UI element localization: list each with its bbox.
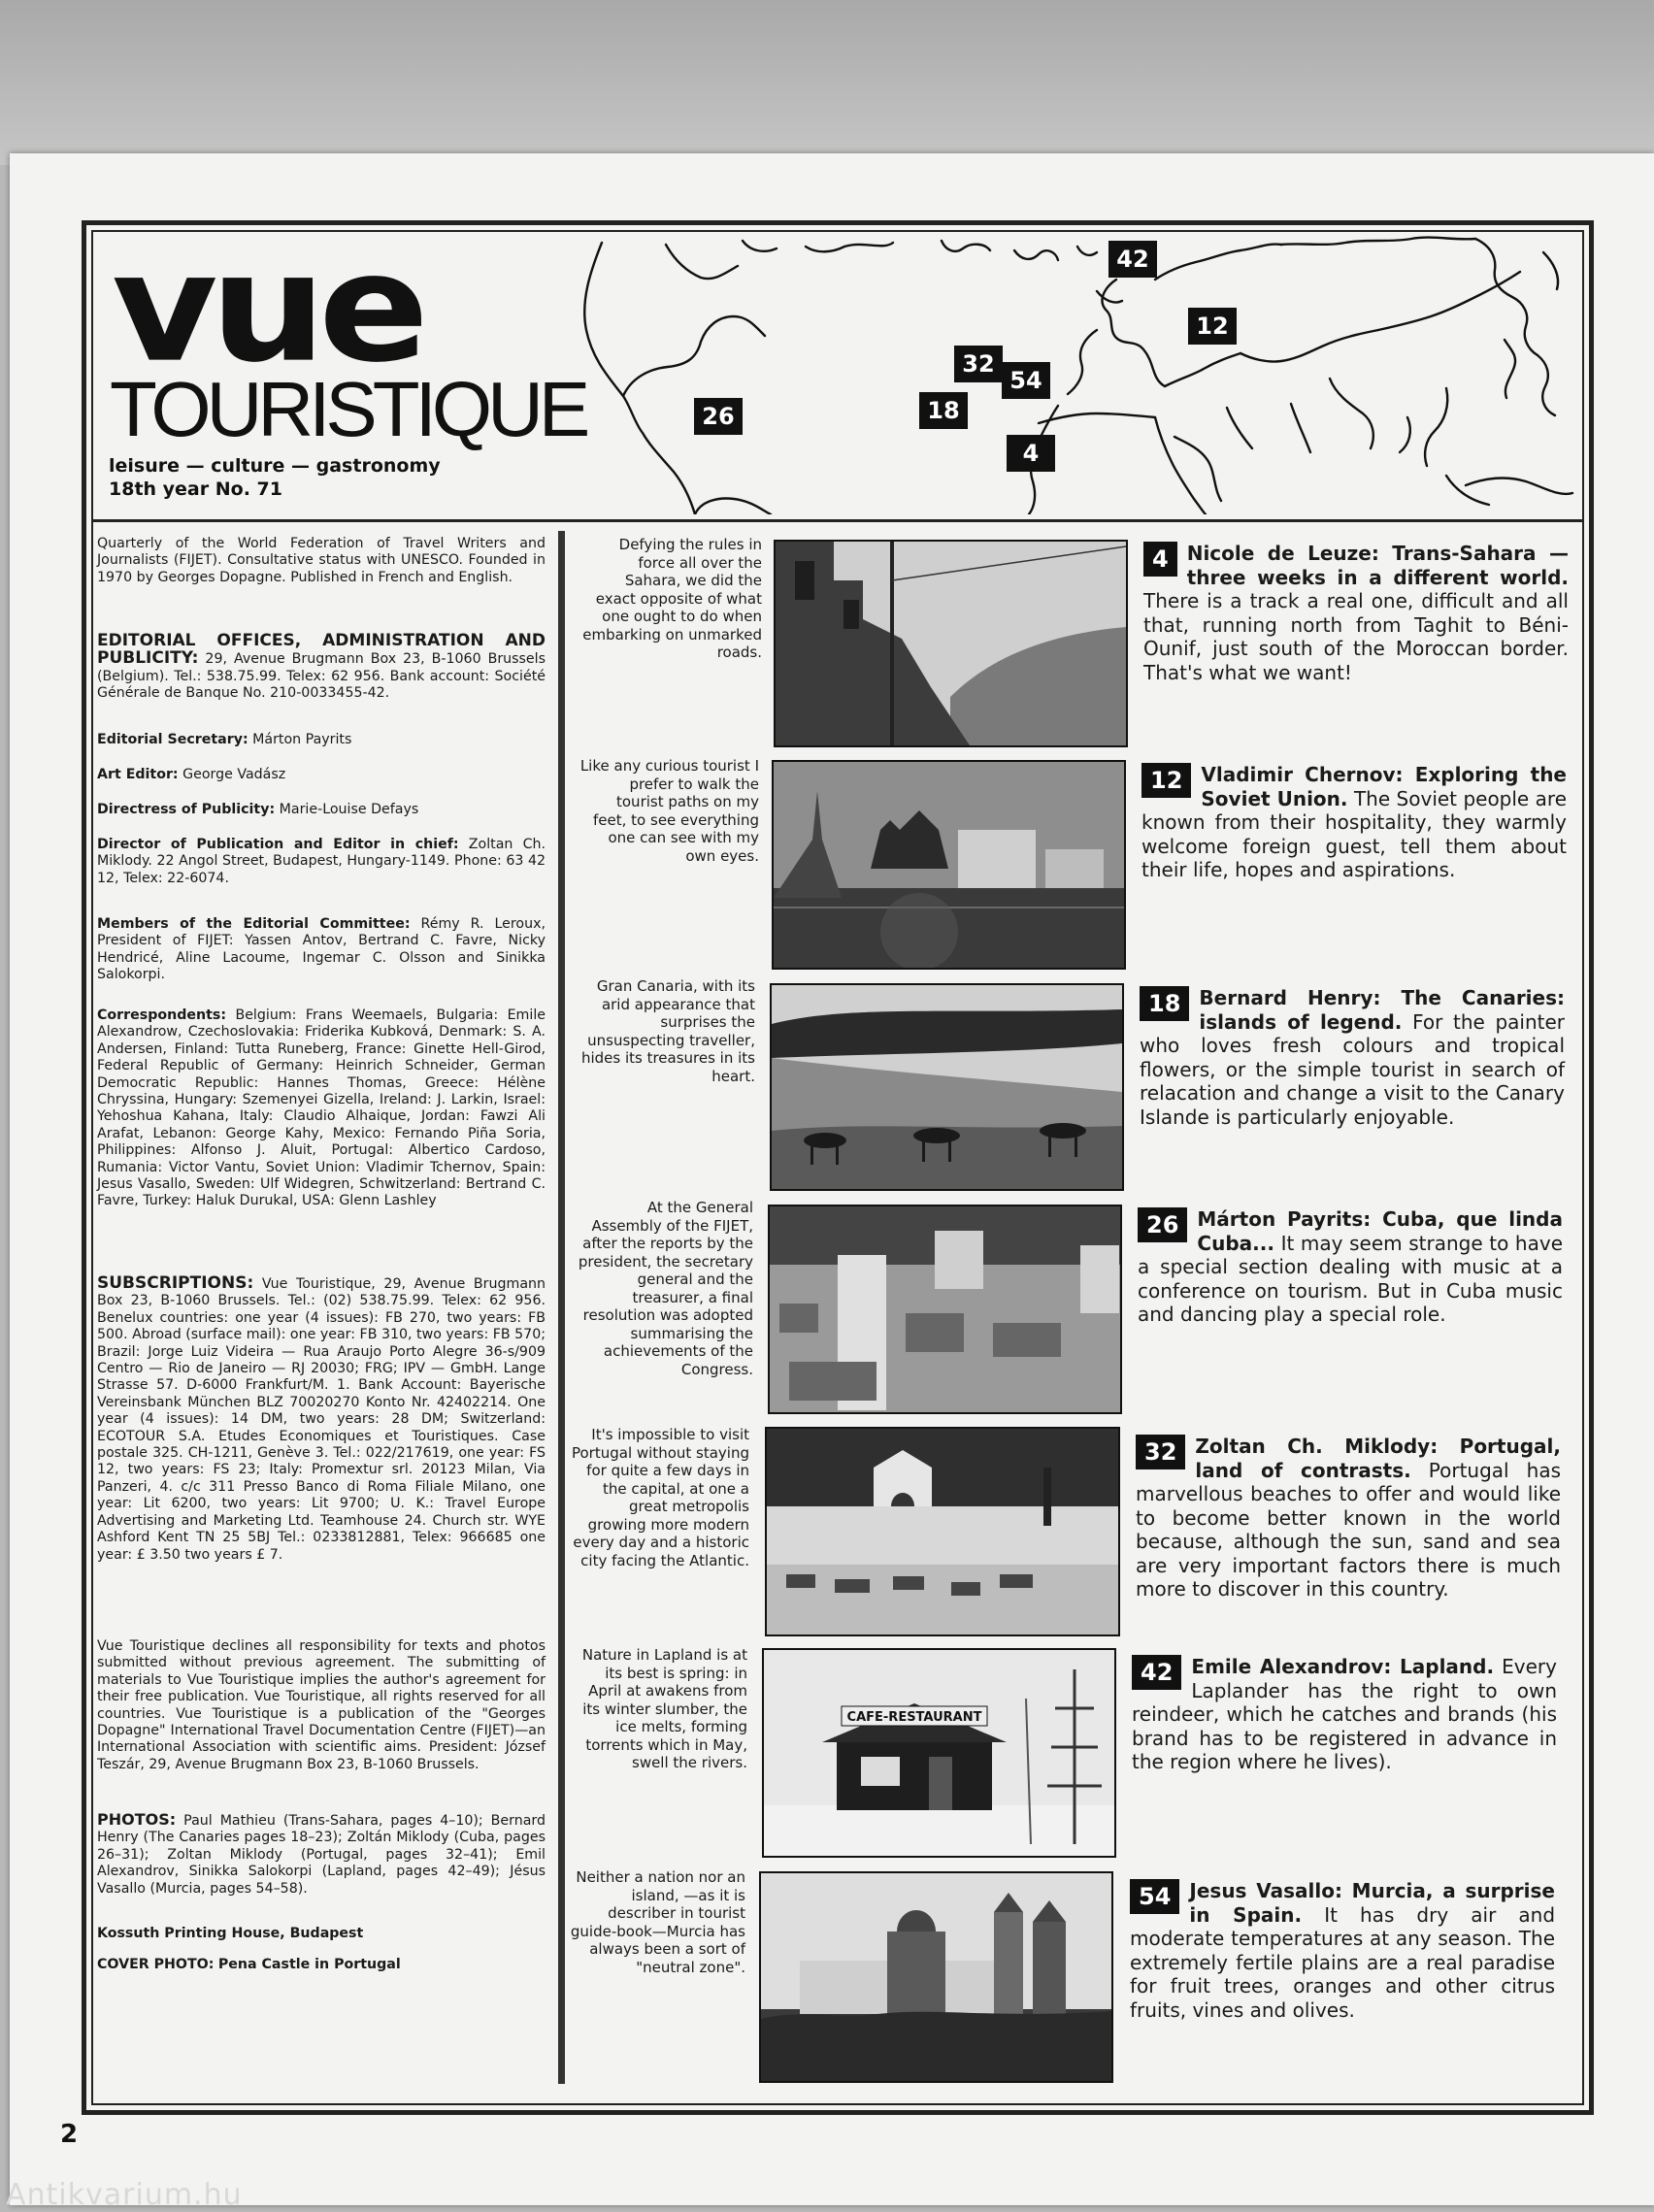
- correspondents-text: Belgium: Frans Weemaels, Bulgaria: Emile Alexandrow, Czechoslovakia: Friderika Kubková, Denmark: S. A. Andersen, Finland: Tutta Runeberg, France: Ginette Hell-Girod, Federal Republic of Germany: Heinrich Schneider, German Democratic Republic: Hannes Thomas, Greece: Hélène Chryssina, Hungary: Szemenyei Gizella, Ireland: J. Larkin, Israel: Yehoshua Kahana, Italy: Claudio Alhaique, Jordan: Fawzi Ali Arafat, Lebanon: George Kahy, Mexico: Fernando Piña Soria, Philippines: Alfonso J. Aluit, Portugal: Albertico Cardoso, Rumania: Victor Vantu, Soviet Union: Vladimir Tchernov, Spain: Jesus Vasallo, Sweden: Ulf Widegren, Schwitzerland: Bertrand C. Favre, Turkey: Haluk Durukal, USA: Glenn Lashley: [97, 1007, 546, 1209]
- secretary-name: Márton Payrits: [252, 732, 352, 747]
- world-map: [573, 233, 1580, 514]
- article-summary: The Soviet people are known from their hospitality, they warmly welcome foreign guest, tell them about their life, hopes and aspirations.: [1141, 786, 1567, 881]
- photo-sahara[interactable]: [774, 540, 1128, 747]
- editorial-secretary: [97, 732, 546, 748]
- photo-murcia[interactable]: [759, 1871, 1113, 2083]
- article-headline: Jesus Vasallo: Murcia, a surprise in Spain.: [1189, 1879, 1555, 1927]
- article-number: 26: [1138, 1207, 1187, 1242]
- committee-label: Members of the Editorial Committee:: [97, 916, 411, 932]
- article-number: 54: [1130, 1879, 1179, 1914]
- tagline-text: leisure — culture — gastronomy: [109, 455, 441, 477]
- photo-lapland-image: [764, 1650, 1114, 1856]
- cover-text: Pena Castle in Portugal: [217, 1957, 401, 1972]
- article-26[interactable]: [1138, 1207, 1563, 1327]
- photo-sahara-image: [776, 542, 1126, 745]
- disclaimer-text: Vue Touristique declines all responsibility for texts and photos submitted without previous agreement. The submitting of materials to Vue Touristique implies the author's agreement for their free publication. Vue Touristique, all rights reserved for all countries. Vue Touristique is a publication of the "Georges Dopagne" International Travel Documentation Centre (FIJET)—an International Association with scientific aims. President: József Teszár, 29, Avenue Brugmann Box 23, B-1060 Brussels.: [97, 1638, 546, 1772]
- article-32[interactable]: [1136, 1435, 1561, 1601]
- colophon-intro: [97, 536, 546, 586]
- article-summary: Portugal has marvellous beaches to offer and would like to become better known in the world because, although the sun, sand and sea are very important factors there is much more to discover in this country.: [1136, 1458, 1561, 1601]
- photo-credits: [97, 1811, 546, 1898]
- directress-publicity: [97, 802, 546, 818]
- disclaimer: [97, 1638, 546, 1773]
- photo-moscow-image: [774, 762, 1124, 968]
- subscriptions-text: Vue Touristique, 29, Avenue Brugmann Box 23, B-1060 Brussels. Tel.: (02) 538.75.99. Telex: 62 956. Benelux countries: one year (4 issues): FB 270, two years: FB 500. Abroad (surface mail): one year: FB 310, two years: FB 570; Brazil: Jorge Luiz Videira — Rua Araujo Porto Alegre 36-s/909 Centro — Rio de Janeiro — RJ 20030; FRG; IPV — GmbH. Lange Strasse 57. D-6000 Frankfurt/M. 1. Bank Account: Bayerische Vereinsbank München BLZ 70020270 Konto Nr. 42402214. One year (4 issues): 14 DM, two years: 28 DM; Switzerland: ECOTOUR S.A. Etudes Economiques et Touristiques. Case postale 325. CH-1211, Genève 3. Tel.: 022/217619, one year: FS 12, two years: FS 23; Italy: Promextur srl. 20123 Milan, Via Panzeri, 4. c/c 311 Presso Banco di Roma Filiale Milano, one year: Lit 6200, two years: Lit 9700; U. K.: Travel Europe Advertising and Marketing Ltd. Teamhouse 24. Church str. WYE Ashford Kent TN 25 5BJ Tel.: 0233812881, Telex: 966685 one year: £ 3.50 two years £ 7.: [97, 1276, 546, 1563]
- article-headline: Bernard Henry: The Canaries: islands of legend.: [1199, 986, 1565, 1034]
- correspondents: [97, 1007, 546, 1210]
- editorial-committee: [97, 916, 546, 984]
- caption-canaries: Gran Canaria, with its arid appearance that surprises the unsuspecting traveller, hides its treasures in its heart.: [580, 977, 755, 1085]
- director-text: Zoltan Ch. Miklody. 22 Angol Street, Budapest, Hungary-1149. Phone: 63 42 12, Telex: 22-6074.: [97, 837, 546, 886]
- article-42[interactable]: [1132, 1655, 1557, 1774]
- photos-label: PHOTOS:: [97, 1810, 177, 1829]
- photo-canaries[interactable]: [770, 983, 1124, 1191]
- map-badge-4[interactable]: 4: [1007, 435, 1055, 472]
- article-summary: There is a track a real one, difficult and all that, running north from Taghit to Béni-Ounif, just south of the Moroccan border. That's what we want!: [1143, 589, 1569, 684]
- issue-number: 18th year No. 71: [109, 479, 282, 500]
- article-4[interactable]: [1143, 542, 1569, 684]
- logo-touristique: TOURISTIQUE: [110, 366, 586, 452]
- article-headline: Zoltan Ch. Miklody: Portugal, land of contrasts.: [1195, 1435, 1561, 1482]
- article-headline: Nicole de Leuze: Trans-Sahara —three weeks in a different world.: [1186, 542, 1569, 589]
- caption-soviet: Like any curious tourist I prefer to walk the tourist paths on my feet, to see everything one can see with my own eyes.: [579, 757, 759, 865]
- background-surface: [0, 0, 1654, 165]
- secretary-label: Editorial Secretary:: [97, 732, 248, 747]
- map-badge-12[interactable]: 12: [1188, 308, 1237, 345]
- article-18[interactable]: [1140, 986, 1565, 1129]
- column-divider: [558, 531, 565, 2084]
- subscriptions-label: SUBSCRIPTIONS:: [97, 1273, 254, 1293]
- photos-text: Paul Mathieu (Trans-Sahara, pages 4–10); Bernard Henry (The Canaries pages 18–23); Zoltán Miklody (Cuba, pages 26–31); Zoltan Miklody (Portugal, pages 32–41); Emil Alexandrov, Sinikka Salokorpi (Lapland, pages 42–49); Jésus Vasallo (Murcia, pages 54–58).: [97, 1813, 546, 1897]
- caption-sahara: Defying the rules in force all over the Sahara, we did the exact opposite of what one ought to do when embarking on unmarked roads.: [582, 536, 762, 661]
- photo-moscow[interactable]: [772, 760, 1126, 970]
- editorial-offices: [97, 633, 546, 703]
- caption-murcia: Neither a nation nor an island, —as it is describer in tourist guide-book—Murcia has always been a sort of "neutral zone".: [570, 1868, 745, 1976]
- colophon-intro-text: Quarterly of the World Federation of Travel Writers and Journalists (FIJET). Consultative status with UNESCO. Founded in 1970 by Georges Dopagne. Published in French and English.: [97, 536, 546, 585]
- photo-canaries-image: [772, 985, 1122, 1189]
- map-badge-42[interactable]: 42: [1108, 241, 1157, 278]
- article-headline: Márton Payrits: Cuba, que linda Cuba...: [1197, 1207, 1563, 1255]
- map-badge-18[interactable]: 18: [919, 392, 968, 429]
- caption-cuba: At the General Assembly of the FIJET, after the reports by the president, the secretary general and the treasurer, a final resolution was adopted summarising the achievements of the Congress.: [578, 1199, 753, 1378]
- map-badge-26[interactable]: 26: [694, 398, 743, 435]
- art-editor-name: George Vadász: [182, 767, 286, 782]
- article-headline: Emile Alexandrov: Lapland.: [1191, 1655, 1495, 1678]
- art-editor-label: Art Editor:: [97, 767, 179, 782]
- article-number: 18: [1140, 986, 1189, 1021]
- subscriptions: [97, 1275, 546, 1564]
- photo-lapland[interactable]: [762, 1648, 1116, 1858]
- committee-text: Rémy R. Leroux, President of FIJET: Yassen Antov, Bertrand C. Favre, Nicky Hendricé, Aline Lacoume, Ingemar C. Olsson and Sinikka Salokorpi.: [97, 916, 546, 983]
- cafe-sign: CAFE-RESTAURANT: [846, 1710, 982, 1725]
- header-divider: [93, 519, 1582, 522]
- photo-havana[interactable]: [768, 1205, 1122, 1414]
- printer-name: Kossuth Printing House, Budapest: [97, 1926, 364, 1941]
- correspondents-label: Correspondents:: [97, 1007, 227, 1023]
- article-summary: Every Laplander has the right to own reindeer, which he catches and brands (his brand has to be registered in advance in the region where he lives).: [1132, 1655, 1557, 1773]
- map-badge-32[interactable]: 32: [954, 346, 1003, 382]
- publicity-name: Marie-Louise Defays: [279, 802, 419, 817]
- article-summary: It may seem strange to have a special section dealing with music at a conference on tourism. But in Cuba music and dancing play a special role.: [1138, 1231, 1564, 1326]
- caption-portugal: It's impossible to visit Portugal without staying for quite a few days in the capital, at one a great metropolis growing more modern every day and a historic city facing the Atlantic.: [571, 1426, 749, 1569]
- director-publication: [97, 837, 546, 887]
- photo-murcia-image: [761, 1873, 1111, 2081]
- map-badge-54[interactable]: 54: [1002, 362, 1050, 399]
- publicity-label: Directress of Publicity:: [97, 802, 276, 817]
- photo-lisbon-image: [767, 1429, 1118, 1634]
- photo-havana-image: [770, 1206, 1120, 1412]
- offices-text: 29, Avenue Brugmann Box 23, B-1060 Brussels (Belgium). Tel.: 538.75.99. Telex: 62 956. Bank account: Société Générale de Banque No. 210-0033455-42.: [97, 651, 546, 702]
- logo-vue: vue: [112, 220, 422, 396]
- article-number: 42: [1132, 1655, 1181, 1690]
- world-map-outline: [573, 233, 1580, 514]
- article-number: 4: [1143, 542, 1177, 577]
- offices-label: EDITORIAL OFFICES, ADMINISTRATION AND PUBLICITY:: [97, 631, 546, 669]
- article-54[interactable]: [1130, 1879, 1555, 2022]
- article-12[interactable]: [1141, 763, 1567, 882]
- article-number: 12: [1141, 763, 1191, 798]
- article-summary: For the painter who loves fresh colours and tropical flowers, or the simple tourist in search of relacation and change a visit to the Canary Islande is particularly enjoyable.: [1140, 1009, 1566, 1129]
- cover-label: COVER PHOTO:: [97, 1957, 215, 1972]
- director-label: Director of Publication and Editor in chief:: [97, 837, 459, 852]
- caption-lapland: Nature in Lapland is at its best is spring: in April at awakens from its winter slumber, the ice melts, forming torrents which in May, swell the rivers.: [581, 1646, 747, 1771]
- cover-photo: [97, 1957, 546, 1973]
- article-summary: It has dry air and moderate temperatures at any season. The extremely fertile plains are a real paradise for fruit trees, oranges and other citrus fruits, vines and olives.: [1130, 1902, 1556, 2022]
- photo-lisbon[interactable]: [765, 1427, 1120, 1636]
- masthead-tagline: [109, 454, 555, 501]
- watermark: Antikvarium.hu: [6, 2178, 243, 2212]
- printer: [97, 1926, 546, 1942]
- article-number: 32: [1136, 1435, 1185, 1469]
- page-number: 2: [60, 2120, 79, 2149]
- article-headline: Vladimir Chernov: Exploring the Soviet Union.: [1201, 763, 1567, 810]
- art-editor: [97, 767, 546, 783]
